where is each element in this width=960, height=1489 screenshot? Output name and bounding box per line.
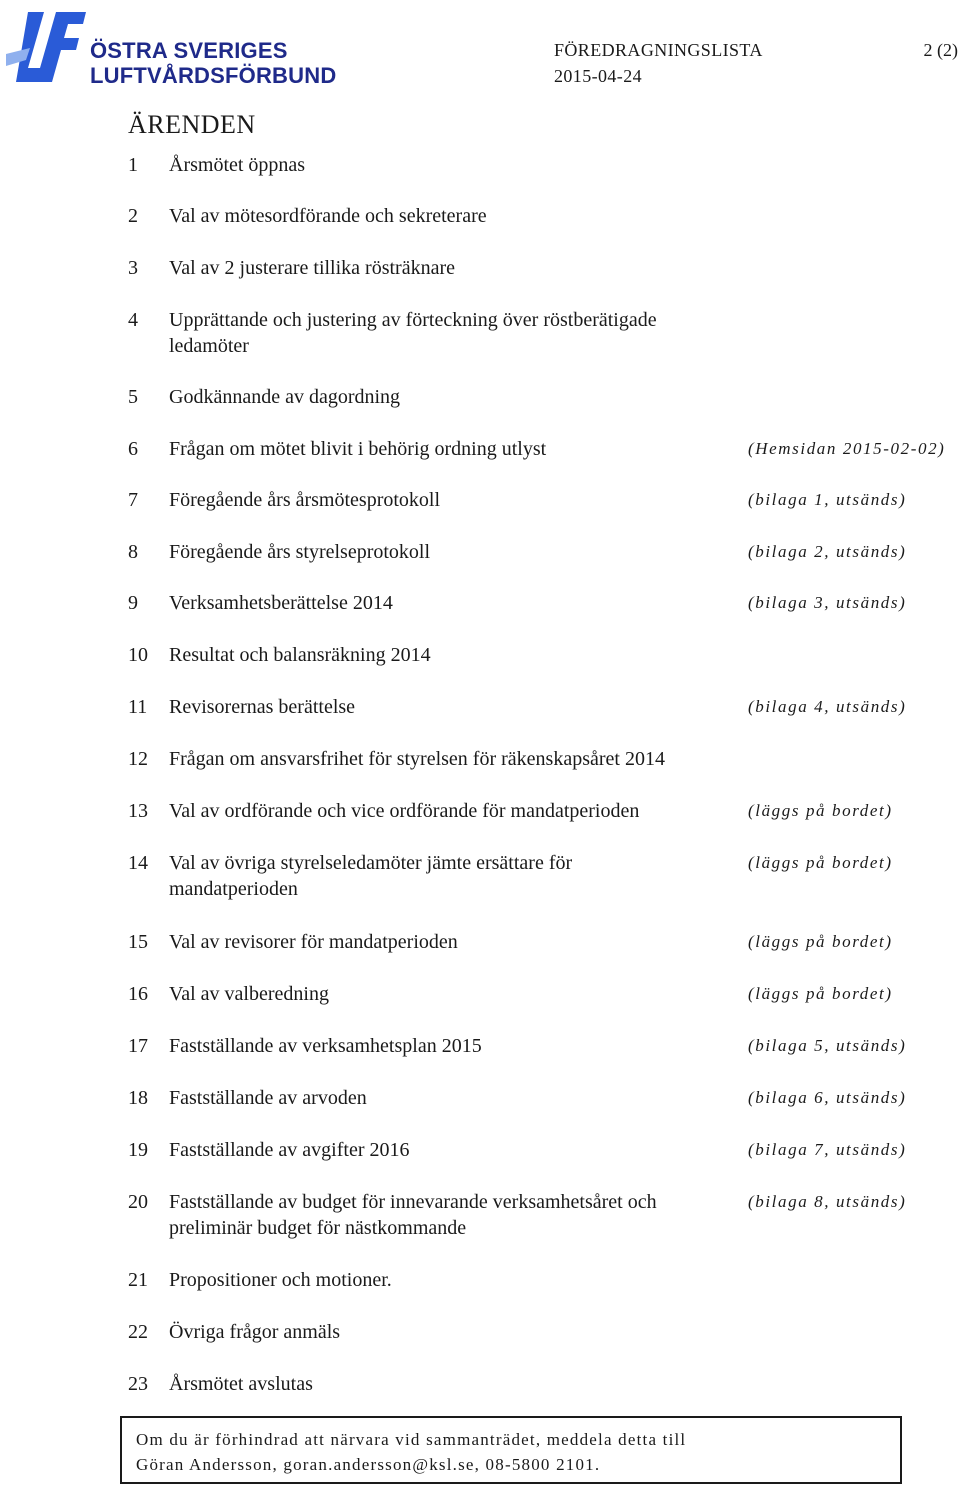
page-number: 2 (2): [923, 40, 958, 60]
notice-text-line2: Göran Andersson, goran.andersson@ksl.se, 08-5800 2101.: [136, 1455, 601, 1474]
item-number: 18: [128, 1087, 148, 1109]
item-text: Val av övriga styrelseledamöter jämte ersättare för mandatperioden: [169, 852, 573, 900]
section-title: ÄRENDEN: [128, 110, 256, 139]
item-text: Val av 2 justerare tillika rösträknare: [169, 257, 455, 279]
item-number: 16: [128, 983, 148, 1005]
item-number: 15: [128, 931, 148, 953]
item-text: Föregående års årsmötesprotokoll: [169, 489, 441, 511]
item-text: Upprättande och justering av förteckning över röstberätigade ledamöter: [169, 309, 657, 357]
item-number: 17: [128, 1035, 148, 1057]
item-text: Fastställande av budget för innevarande verksamhetsåret och preliminär budget för nästkommande: [169, 1191, 657, 1239]
item-number: 6: [128, 438, 138, 460]
item-note: (bilaga 1, utsänds): [748, 490, 907, 509]
item-number: 7: [128, 489, 138, 511]
lf-logo-mark-icon: [6, 8, 88, 86]
item-number: 4: [128, 309, 138, 331]
item-note: (läggs på bordet): [748, 801, 893, 820]
item-text: Resultat och balansräkning 2014: [169, 644, 431, 666]
item-number: 20: [128, 1191, 148, 1213]
item-note: (bilaga 2, utsänds): [748, 542, 907, 561]
item-text: Godkännande av dagordning: [169, 386, 401, 408]
attendance-notice-box: [120, 1416, 902, 1484]
item-number: 22: [128, 1321, 148, 1343]
logo-text-line2: LUFTVÅRDSFÖRBUND: [90, 63, 337, 88]
notice-text-line1: Om du är förhindrad att närvara vid sammanträdet, meddela detta till: [136, 1430, 687, 1449]
item-text: Fastställande av avgifter 2016: [169, 1139, 410, 1161]
item-number: 11: [128, 696, 148, 718]
item-number: 9: [128, 592, 138, 614]
item-number: 21: [128, 1269, 148, 1291]
item-note: (bilaga 3, utsänds): [748, 593, 907, 612]
item-number: 14: [128, 852, 148, 874]
item-number: 13: [128, 800, 148, 822]
item-text: Fastställande av verksamhetsplan 2015: [169, 1035, 482, 1057]
item-text: Revisorernas berättelse: [169, 696, 356, 718]
item-note: (läggs på bordet): [748, 984, 893, 1003]
item-text: Frågan om mötet blivit i behörig ordning utlyst: [169, 438, 547, 460]
item-text: Propositioner och motioner.: [169, 1269, 392, 1291]
item-number: 12: [128, 748, 148, 770]
item-number: 8: [128, 541, 138, 563]
document-date: 2015-04-24: [554, 66, 642, 86]
item-text: Årsmötet öppnas: [169, 154, 306, 176]
item-text: Föregående års styrelseprotokoll: [169, 541, 431, 563]
item-text: Verksamhetsberättelse 2014: [169, 592, 393, 614]
item-text: Val av mötesordförande och sekreterare: [169, 205, 487, 227]
document-type: FÖREDRAGNINGSLISTA: [554, 40, 763, 60]
item-text: Val av revisorer för mandatperioden: [169, 931, 458, 953]
item-number: 5: [128, 386, 138, 408]
item-note: (bilaga 8, utsänds): [748, 1192, 907, 1211]
item-text: Övriga frågor anmäls: [169, 1321, 341, 1343]
organization-logo: [6, 8, 337, 88]
item-note: (Hemsidan 2015-02-02): [748, 439, 946, 458]
item-note: (bilaga 5, utsänds): [748, 1036, 907, 1055]
item-text: Frågan om ansvarsfrihet för styrelsen för räkenskapsåret 2014: [169, 748, 665, 770]
item-number: 10: [128, 644, 148, 666]
item-number: 1: [128, 154, 138, 176]
item-number: 3: [128, 257, 138, 279]
item-note: (läggs på bordet): [748, 932, 893, 951]
item-text: Fastställande av arvoden: [169, 1087, 367, 1109]
item-number: 23: [128, 1373, 148, 1395]
item-text: Val av valberedning: [169, 983, 329, 1005]
item-note: (läggs på bordet): [748, 853, 893, 872]
logo-text-line1: ÖSTRA SVERIGES: [90, 38, 288, 63]
item-number: 19: [128, 1139, 148, 1161]
item-note: (bilaga 4, utsänds): [748, 697, 907, 716]
item-number: 2: [128, 205, 138, 227]
item-note: (bilaga 7, utsänds): [748, 1140, 907, 1159]
item-note: (bilaga 6, utsänds): [748, 1088, 907, 1107]
item-text: Årsmötet avslutas: [169, 1373, 313, 1395]
item-text: Val av ordförande och vice ordförande för mandatperioden: [169, 800, 640, 822]
